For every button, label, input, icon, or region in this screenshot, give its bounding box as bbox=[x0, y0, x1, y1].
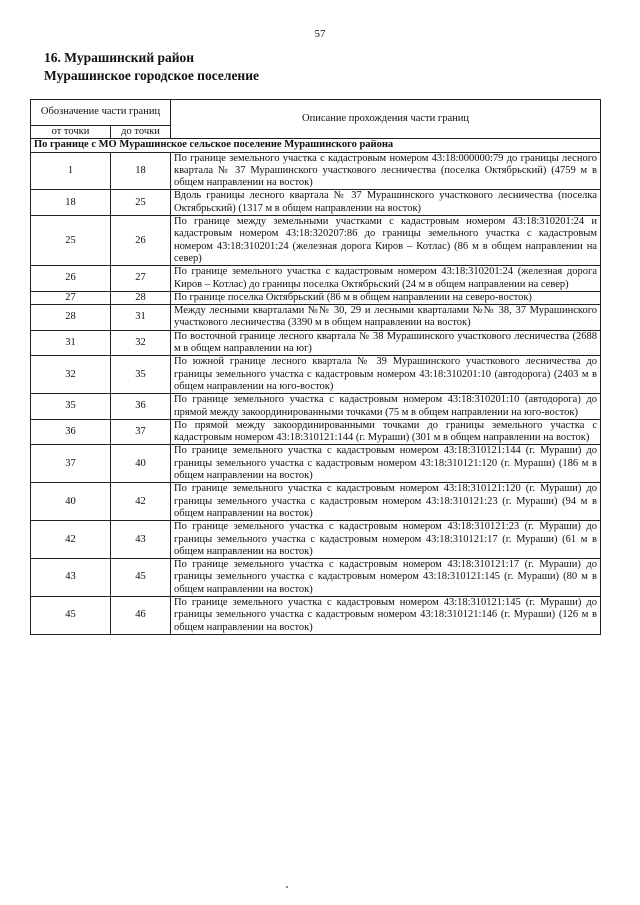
point-from: 26 bbox=[31, 266, 111, 292]
boundary-description: По границе поселка Октябрьский (86 м в общем направлении на северо-восток) bbox=[171, 291, 601, 304]
point-from: 36 bbox=[31, 419, 111, 445]
table-row bbox=[31, 521, 601, 559]
boundary-description: По границе между земельными участками с кадастровым номером 43:18:310201:24 и кадастровым номером 43:18:320207:86 до границы земельного участка с кадастровым номером 43:18:310201:24 (железная дорога Киров – Котлас) (86 м в общем направлении на север) bbox=[171, 216, 601, 266]
boundary-description: По границе земельного участка с кадастровым номером 43:18:310121:144 (г. Мураши) до границы земельного участка с кадастровым номером 43:18:310121:120 (г. Мураши) (186 м в общем направлении на восток) bbox=[171, 445, 601, 483]
boundary-description: По восточной границе лесного квартала № 38 Мурашинского участкового лесничества (2688 м в общем направлении на юг) bbox=[171, 330, 601, 356]
boundary-description: По границе земельного участка с кадастровым номером 43:18:310121:120 (г. Мураши) до границы земельного участка с кадастровым номером 43:18:310121:23 (г. Мураши) (94 м в общем направлении на восток) bbox=[171, 483, 601, 521]
boundary-table bbox=[30, 99, 601, 635]
page-number: 57 bbox=[314, 28, 326, 40]
district-title: 16. Мурашинский район bbox=[44, 50, 195, 65]
point-from: 1 bbox=[31, 152, 111, 190]
scan-speck bbox=[286, 886, 288, 888]
point-to: 36 bbox=[111, 394, 171, 420]
table-row bbox=[31, 216, 601, 266]
point-to: 32 bbox=[111, 330, 171, 356]
table-row bbox=[31, 190, 601, 216]
point-to: 31 bbox=[111, 305, 171, 331]
section-title: По границе с МО Мурашинское сельское поселение Мурашинского района bbox=[31, 139, 601, 152]
table-row bbox=[31, 445, 601, 483]
point-from: 32 bbox=[31, 356, 111, 394]
point-to: 46 bbox=[111, 596, 171, 634]
boundary-description: По границе земельного участка с кадастровым номером 43:18:310201:10 (автодорога) до прямой между закоординированными точками (75 м в общем направлении на юго-восток) bbox=[171, 394, 601, 420]
header-points-group: Обозначение части границ bbox=[31, 100, 171, 126]
boundary-description: По границе земельного участка с кадастровым номером 43:18:000000:79 до границы лесного квартала № 37 Мурашинского участкового лесничества (поселка Октябрьский) (4759 м в общем направлении на восток) bbox=[171, 152, 601, 190]
table-row bbox=[31, 483, 601, 521]
point-to: 45 bbox=[111, 559, 171, 597]
point-from: 25 bbox=[31, 216, 111, 266]
point-to: 26 bbox=[111, 216, 171, 266]
table-row bbox=[31, 291, 601, 304]
settlement-title: Мурашинское городское поселение bbox=[44, 68, 259, 83]
point-to: 35 bbox=[111, 356, 171, 394]
point-from: 18 bbox=[31, 190, 111, 216]
table-row bbox=[31, 419, 601, 445]
point-to: 43 bbox=[111, 521, 171, 559]
table-header-row bbox=[31, 100, 601, 126]
point-from: 35 bbox=[31, 394, 111, 420]
table-row bbox=[31, 266, 601, 292]
point-to: 27 bbox=[111, 266, 171, 292]
point-from: 40 bbox=[31, 483, 111, 521]
table-row bbox=[31, 559, 601, 597]
point-from: 31 bbox=[31, 330, 111, 356]
point-from: 28 bbox=[31, 305, 111, 331]
point-to: 18 bbox=[111, 152, 171, 190]
table-row bbox=[31, 356, 601, 394]
point-from: 42 bbox=[31, 521, 111, 559]
header-to: до точки bbox=[111, 126, 171, 139]
point-to: 37 bbox=[111, 419, 171, 445]
point-to: 28 bbox=[111, 291, 171, 304]
section-row bbox=[31, 139, 601, 152]
boundary-description: Между лесными кварталами №№ 30, 29 и лесными кварталами №№ 38, 37 Мурашинского участкового лесничества (3390 м в общем направлении на восток) bbox=[171, 305, 601, 331]
table-row bbox=[31, 152, 601, 190]
boundary-description: По границе земельного участка с кадастровым номером 43:18:310201:24 (железная дорога Киров – Котлас) до границы поселка Октябрьский (24 м в общем направлении на север) bbox=[171, 266, 601, 292]
boundary-description: По границе земельного участка с кадастровым номером 43:18:310121:145 (г. Мураши) до границы земельного участка с кадастровым номером 43:18:310121:146 (г. Мураши) (126 м в общем направлении на восток) bbox=[171, 596, 601, 634]
boundary-description: Вдоль границы лесного квартала № 37 Мурашинского участкового лесничества (поселка Октябрьский) (1317 м в общем направлении на восток) bbox=[171, 190, 601, 216]
table-row bbox=[31, 330, 601, 356]
point-to: 25 bbox=[111, 190, 171, 216]
boundary-description: По границе земельного участка с кадастровым номером 43:18:310121:17 (г. Мураши) до границы земельного участка с кадастровым номером 43:18:310121:145 (г. Мураши) (80 м в общем направлении на восток) bbox=[171, 559, 601, 597]
point-to: 42 bbox=[111, 483, 171, 521]
point-to: 40 bbox=[111, 445, 171, 483]
boundary-description: По южной границе лесного квартала № 39 Мурашинского участкового лесничества до границы земельного участка с кадастровым номером 43:18:310201:10 (автодорога) (2403 м в общем направлении на юго-восток) bbox=[171, 356, 601, 394]
point-from: 43 bbox=[31, 559, 111, 597]
table-row bbox=[31, 305, 601, 331]
boundary-description: По границе земельного участка с кадастровым номером 43:18:310121:23 (г. Мураши) до границы земельного участка с кадастровым номером 43:18:310121:17 (г. Мураши) (61 м в общем направлении на восток) bbox=[171, 521, 601, 559]
point-from: 37 bbox=[31, 445, 111, 483]
header-from: от точки bbox=[31, 126, 111, 139]
boundary-description: По прямой между закоординированными точками до границы земельного участка с кадастровым номером 43:18:310121:144 (г. Мураши) (301 м в общем направлении на восток) bbox=[171, 419, 601, 445]
table-row bbox=[31, 394, 601, 420]
header-description: Описание прохождения части границ bbox=[171, 100, 601, 139]
table-row bbox=[31, 596, 601, 634]
point-from: 45 bbox=[31, 596, 111, 634]
point-from: 27 bbox=[31, 291, 111, 304]
